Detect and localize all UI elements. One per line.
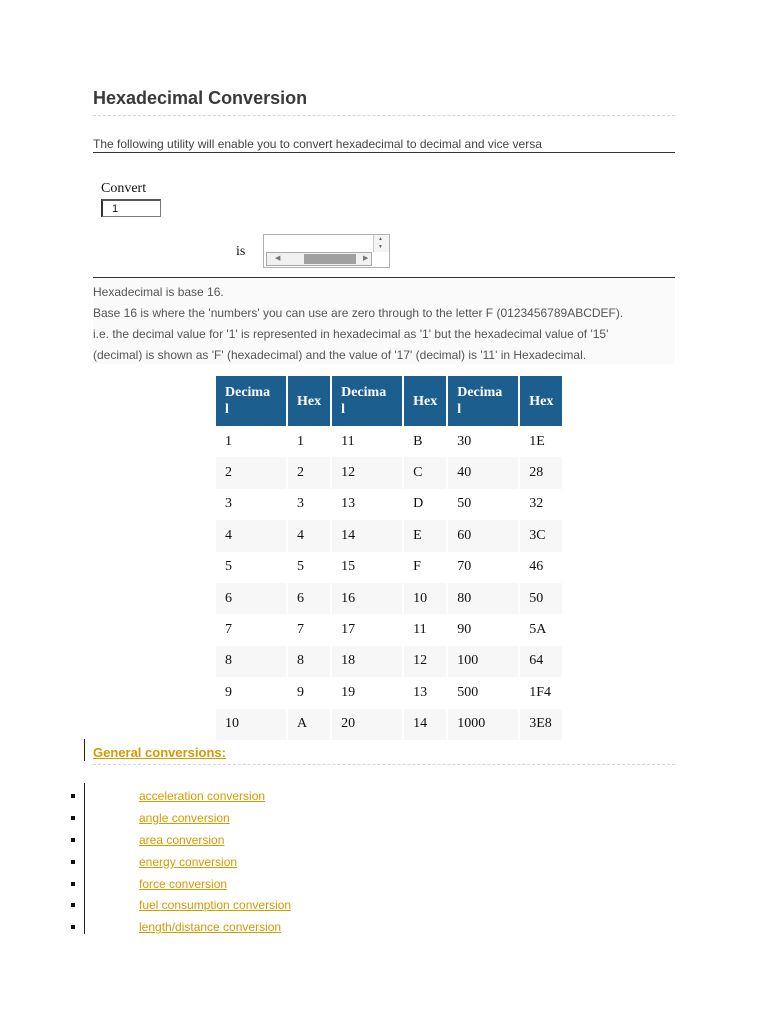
table-cell: 7 — [288, 614, 330, 645]
table-cell: 1 — [288, 426, 330, 457]
column-header-decimal: Decima l — [448, 376, 518, 426]
scroll-left-icon[interactable]: ◀ — [275, 255, 281, 262]
table-row — [216, 426, 562, 457]
table-cell: 1000 — [448, 709, 518, 740]
explanation-block — [93, 278, 675, 364]
table-cell: 17 — [332, 614, 402, 645]
table-row — [216, 646, 562, 677]
table-row — [216, 614, 562, 645]
conversion-link[interactable]: acceleration conversion — [139, 789, 266, 803]
column-header-decimal: Decima l — [332, 376, 402, 426]
table-cell: 28 — [520, 457, 562, 488]
table-cell: 50 — [448, 489, 518, 520]
table-cell: 9 — [216, 677, 286, 708]
table-cell: 14 — [332, 520, 402, 551]
intro-text: The following utility will enable you to convert hexadecimal to decimal and vice versa — [93, 137, 675, 153]
table-cell: 4 — [288, 520, 330, 551]
bullet-icon — [71, 925, 75, 929]
table-cell: B — [404, 426, 446, 457]
table-cell: 12 — [404, 646, 446, 677]
column-header-hex: Hex — [520, 376, 562, 426]
table-cell: 100 — [448, 646, 518, 677]
table-cell: 1E — [520, 426, 562, 457]
title-divider — [93, 115, 675, 116]
table-cell: 500 — [448, 677, 518, 708]
table-cell: 32 — [520, 489, 562, 520]
explanation-line: i.e. the decimal value for '1' is represented in hexadecimal as '1' but the hexadecimal value of '15' — [93, 327, 609, 341]
list-bar — [84, 783, 85, 934]
table-cell: 64 — [520, 646, 562, 677]
heading-bar — [84, 739, 85, 761]
general-conversions-heading[interactable]: General conversions: — [93, 745, 226, 760]
table-header-row — [216, 376, 562, 426]
conversion-link[interactable]: angle conversion — [139, 810, 230, 825]
table-cell: E — [404, 520, 446, 551]
table-cell: 1F4 — [520, 677, 562, 708]
conversion-link[interactable]: force conversion — [139, 876, 228, 891]
table-cell: 2 — [288, 457, 330, 488]
conversion-link[interactable]: energy conversion — [139, 854, 238, 869]
result-horizontal-scrollbar[interactable] — [266, 252, 372, 266]
table-cell: 40 — [448, 457, 518, 488]
table-cell: 13 — [332, 489, 402, 520]
table-cell: 30 — [448, 426, 518, 457]
table-cell: D — [404, 489, 446, 520]
table-cell: 15 — [332, 552, 402, 583]
table-cell: 80 — [448, 583, 518, 614]
table-cell: 18 — [332, 646, 402, 677]
scroll-down-icon[interactable]: ▼ — [378, 244, 383, 250]
table-cell: 6 — [288, 583, 330, 614]
table-cell: 10 — [216, 709, 286, 740]
table-row — [216, 489, 562, 520]
explanation-line: (decimal) is shown as 'F' (hexadecimal) and the value of '17' (decimal) is '11' in Hexadecimal. — [93, 348, 587, 362]
table-cell: A — [288, 709, 330, 740]
table-cell: 5 — [288, 552, 330, 583]
table-cell: 4 — [216, 520, 286, 551]
table-cell: 3E8 — [520, 709, 562, 740]
table-cell: 14 — [404, 709, 446, 740]
is-label: is — [236, 244, 246, 259]
convert-input[interactable] — [101, 199, 161, 217]
result-vertical-scrollbar[interactable] — [373, 235, 389, 252]
table-row — [216, 457, 562, 488]
table-cell: 60 — [448, 520, 518, 551]
table-cell: 8 — [288, 646, 330, 677]
explanation-line: Base 16 is where the 'numbers' you can use are zero through to the letter F (0123456789ABCDEF). — [93, 306, 624, 320]
table-row — [216, 583, 562, 614]
table-cell: 90 — [448, 614, 518, 645]
result-field[interactable] — [263, 234, 390, 268]
table-cell: 5A — [520, 614, 562, 645]
explanation-line: Hexadecimal is base 16. — [93, 285, 224, 299]
table-cell: 8 — [216, 646, 286, 677]
column-header-decimal: Decima l — [216, 376, 286, 426]
bullet-icon — [71, 860, 75, 864]
table-cell: 1 — [216, 426, 286, 457]
conversion-link[interactable]: length/distance conversion — [139, 920, 282, 935]
table-cell: 46 — [520, 552, 562, 583]
scroll-up-icon[interactable]: ▲ — [378, 236, 383, 242]
table-row — [216, 677, 562, 708]
table-cell: 70 — [448, 552, 518, 583]
table-body — [216, 426, 562, 740]
bullet-icon — [71, 882, 75, 886]
table-cell: 10 — [404, 583, 446, 614]
table-cell: 3C — [520, 520, 562, 551]
table-cell: 2 — [216, 457, 286, 488]
table-row — [216, 520, 562, 551]
hex-decimal-table — [214, 376, 564, 740]
column-header-hex: Hex — [288, 376, 330, 426]
table-cell: 9 — [288, 677, 330, 708]
conversion-link[interactable]: fuel consumption conversion — [139, 898, 292, 913]
bullet-icon — [71, 794, 75, 798]
bullet-icon — [71, 838, 75, 842]
column-header-hex: Hex — [404, 376, 446, 426]
bullet-icon — [71, 903, 75, 907]
table-cell: 3 — [288, 489, 330, 520]
scroll-thumb[interactable] — [304, 254, 356, 264]
table-cell: 16 — [332, 583, 402, 614]
table-cell: C — [404, 457, 446, 488]
table-cell: 3 — [216, 489, 286, 520]
table-row — [216, 709, 562, 740]
table-cell: 11 — [332, 426, 402, 457]
bullet-icon — [71, 816, 75, 820]
table-cell: 20 — [332, 709, 402, 740]
table-cell: 19 — [332, 677, 402, 708]
table-cell: 6 — [216, 583, 286, 614]
page-title: Hexadecimal Conversion — [93, 88, 308, 108]
table-cell: 50 — [520, 583, 562, 614]
heading-divider — [93, 764, 675, 765]
conversion-link[interactable]: area conversion — [139, 832, 225, 847]
table-cell: 11 — [404, 614, 446, 645]
table-cell: 12 — [332, 457, 402, 488]
table-cell: 5 — [216, 552, 286, 583]
table-cell: 7 — [216, 614, 286, 645]
table-row — [216, 552, 562, 583]
convert-label: Convert — [101, 181, 147, 196]
scroll-right-icon[interactable]: ▶ — [363, 255, 369, 262]
table-cell: F — [404, 552, 446, 583]
table-cell: 13 — [404, 677, 446, 708]
